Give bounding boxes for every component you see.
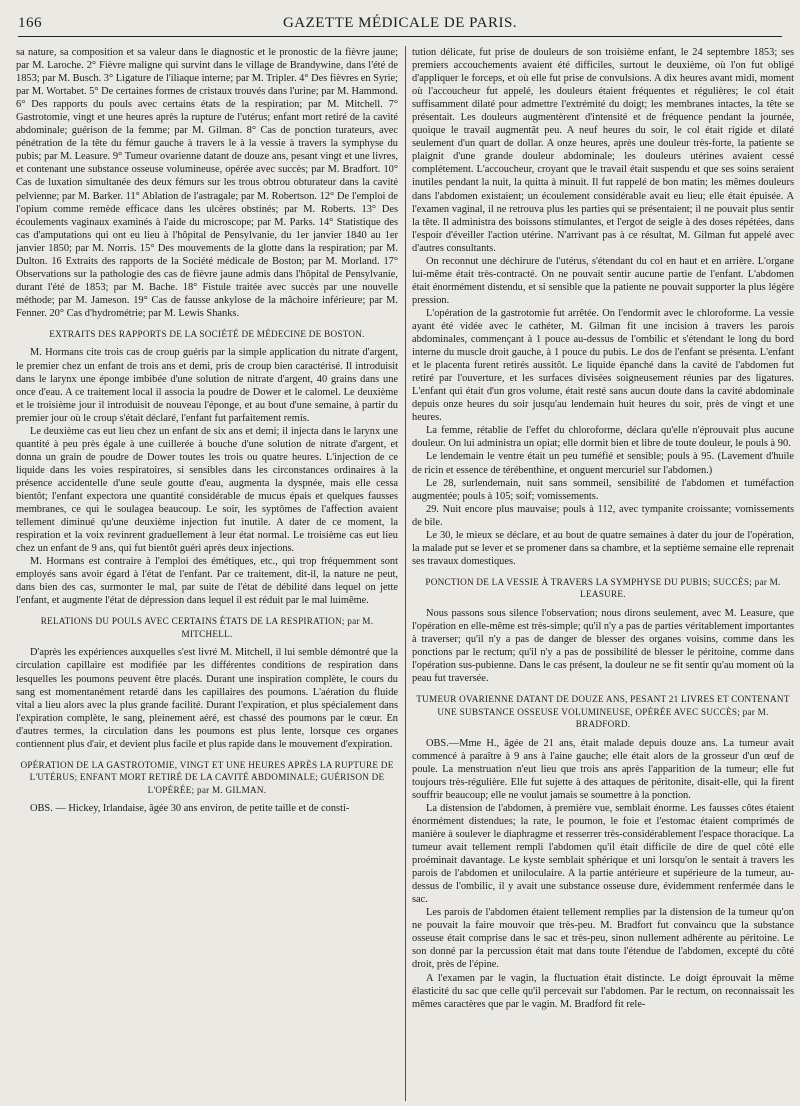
article-paragraph: sa nature, sa composition et sa valeur dans le diagnostic et le pronostic de la fièvre jaune; par M. Laroche. 2° Fièvre maligne qui survint dans le village de Brandywine, dans l'été de 1853; par M. Busch. 3° Ligature de l'iliaque interne; par M. Tripler. 4° Des fièvres en Syrie; par M. Wortabet. 5° De certaines formes de cristaux trouvés dans l'urine; par M. Hammond. 6° Des rapports du pouls avec certains états de la respiration; par M. Mitchell. 7° Gastrotomie, vingt et une heures après la rupture de l'utérus; enfant mort retiré de la cavité abdominale; guérison de la femme; par M. Gilman. 8° Cas de ponction turateurs, avec pénétration de la tête du fémur gauche à travers le à la vessie à travers la symphyse du pubis; par M. Leasure. 9° Tumeur ovarienne datant de douze ans, pesant vingt et une livres, et contenant une substance osseuse volumineuse, opérée avec succès; par M. Bradfort. 10° Cas de luxation simultanée des deux fémurs sur les trous obtrou obturateur dans la cavité pelvienne; par M. Barker. 11° Ablation de l'astragale; par M. Robertson. 12° De l'emploi de l'opium comme remède efficace dans les ulcères obstinés; par M. Roberts. 13° Des écoulements vaginaux examinés à l'aide du microscope; par M. Parks. 14° Statistique des cas d'amputations qui ont eu lieu à l'hôpital de Pensylvanie, du 1er janvier 1840 au 1er janvier 1850; par M. Norris. 15° Des mouvements de la glotte dans la respiration; par M. Dulton. 16 Extraits des rapports de la Société médicale de Boston; par M. Morland. 17° Observations sur la pathologie des cas de fièvre jaune admis dans l'hôpital de Pensylvanie, durant l'été de 1853; par M. Bache. 18° Fistule traitée avec succès par une nouvelle méthode; par M. Jameson. 19° Cas de fausse ankylose de la mâchoire inférieure; par M. Fenner. 20° Cas d'hydrométrie; par M. Lewis Shanks.: [16, 47, 398, 319]
article-paragraph: D'après les expériences auxquelles s'est livré M. Mitchell, il lui semble démontré que la circulation capillaire est modifiée par les différentes conditions de respiration dans lesquelles les poumons peuvent être placés. Durant une inspiration complète, le cours du sang est momentanément retardé dans les capillaires des poumons. L'aération du fluide vital a lieu alors avec la plus grande facilité. Durant l'expiration, et plus spécialement dans l'expiration complète, le sang, pleinement aéré, est chassé des poumons par le cœur. En d'autres termes, la circulation dans les poumons est plus lente, lorsque ces organes contiennent plus d'air, et devient plus facile et plus rapide dans le mouvement d'expiration.: [16, 647, 398, 750]
article-paragraph: OBS.—Mme H., âgée de 21 ans, était malade depuis douze ans. La tumeur avait commencé à paraître à 9 ans à l'aine gauche; elle était alors de la grosseur d'un œuf de poule. La menstruation n'eut lieu que trois ans après l'apparition de la tumeur; elle fut toujours très-régulière. Elle fut sujette à des attaques de péritonite, disait-elle, qui la firent souffrir beaucoup; elle ne voulut jamais se soumettre à la ponction.: [412, 737, 794, 801]
article-paragraph: Le lendemain le ventre était un peu tuméfié et sensible; pouls à 95. (Lavement d'huile de ricin et essence de térébenthine, et onguent mercuriel sur l'abdomen.): [412, 451, 794, 476]
article-paragraph: La femme, rétablie de l'effet du chloroforme, déclara qu'elle n'éprouvait plus aucune douleur. On lui administra un opiat; elle dormit bien et libre de toute douleur, le pouls à 90.: [412, 425, 794, 450]
article-paragraph: Les parois de l'abdomen étaient tellement remplies par la distension de la tumeur qu'on ne pouvait la faire mouvoir que très-peu. M. Bradfort fut convaincu que la substance osseuse était comprise dans le sac et très-peu, sinon nullement adhérente au péritoine. Le son donné par la percussion était mat dans toute l'étendue de l'abdomen, excepté du côté droit, près de l'épine.: [412, 907, 794, 971]
article-paragraph: Le 28, surlendemain, nuit sans sommeil, sensibilité de l'abdomen et tuméfaction augmentée; pouls à 105; soif; vomissements.: [412, 477, 794, 502]
article-paragraph: M. Hormans est contraire à l'emploi des émétiques, etc., qui trop fréquemment sont employés sans avoir égard à l'état de l'enfant. Par ce traitement, dit-il, la nature ne peut, dans bien des cas, surmonter le mal, par suite de l'état de débilité dans lequel on jette l'enfant, et augmente l'état de dépression dans lequel il est réduit par le mal luimême.: [16, 556, 398, 607]
article-paragraph: Le 30, le mieux se déclare, et au bout de quatre semaines à dater du jour de l'opération, la malade put se lever et se promener dans sa chambre, et la septième semaine elle reprenait ses travaux domestiques.: [412, 529, 794, 567]
column-divider: [405, 46, 406, 1101]
article-paragraph: OBS. — Hickey, Irlandaise, âgée 30 ans environ, de petite taille et de consti-: [30, 803, 350, 815]
article-heading: TUMEUR OVARIENNE DATANT DE DOUZE ANS, PESANT 21 LIVRES ET CONTENANT UNE SUBSTANCE OSSEUSE VOLUMINEUSE, OPÉRÉE AVEC SUCCÈS; par M. BRADFORD.: [416, 694, 790, 730]
article-paragraph: L'opération de la gastrotomie fut arrêtée. On l'endormit avec le chloroforme. La vessie ayant été vidée avec le cathéter, M. Gilman fit une incision à travers les parois abdominales, commençant à 1 pouce au-dessus de l'ombilic et s'étendant le long du bord interne du muscle droit gauche, à 1 pouce du pubis. Le dos de l'enfant se présenta. L'enfant et le placenta furent retirés aussitôt. Le liquide épanché dans la cavité de l'abdomen fut retiré par l'ouverture, et les surfaces divisées soigneusement réunies par des ligatures. L'enfant qui était d'un gros volume, était resté sans aucun doute dans la cavité abdominale depuis onze heures du soir jusqu'au lendemain huit heures du soir, près de vingt et une heures.: [412, 307, 794, 424]
article-paragraph: tution délicate, fut prise de douleurs de son troisième enfant, le 24 septembre 1853; ses premiers accouchements avaient été difficiles, surtout le deuxième, où l'on fut obligé d'appliquer le forceps, et où elle fut prise de convulsions. A dix heures avant midi, moment où l'accoucheur fut appelé, les douleurs étaient fréquentes et régulières; le col était suffisamment dilaté pour admettre l'extrémité du doigt; les membranes intactes, la tête se présentait. Les douleurs augmentèrent d'intensité et de fréquence pendant la journée, quoique le travail augmentât peu. A neuf heures du soir, le col était rigide et dilaté seulement d'un quart de dollar. A onze heures, après une douleur très-forte, la patiente se plaignit d'une grande douleur abdominale; les douleurs utérines avaient cessé complétement. L'accoucheur, croyant que le travail était suspendu et que ses soins seraient inutiles pendant la nuit, la quitta à minuit. Il fut rappelé de bon matin; les mêmes douleurs dans l'abdomen existaient; un écoulement considérable avait eu lieu; elle était épuisée. A l'examen vaginal, il ne retrouva plus les parties qui se présentaient; il ne pouvait plus sentir la tête. Il administra des boissons stimulantes, et l'ergot de seigle à des doses répétées, dans l'espoir d'éveiller l'action utérine. N'arrivant pas à ce résultat, M. Gilman fut appelé avec d'autres consultants.: [412, 47, 794, 254]
article-paragraph: La distension de l'abdomen, à première vue, semblait énorme. Les fausses côtes étaient énormément distendues; la rate, le poumon, le foie et l'estomac étaient comprimés de manière à soulever le diaphragme et resserrer très-considérablement l'espace thoracique. La tumeur avait tellement rempli l'abdomen qu'il était difficile de dire de quel côté elle proéminait davantage. Le kyste semblait sphérique et uni lorsqu'on le sentait à travers les parois de l'abdomen et uniloculaire. A la partie antérieure et supérieure de la tumeur, au-dessus de l'ombilic, il y avait une substance osseuse dure, évidemment renfermée dans le sac.: [412, 802, 794, 906]
right-column: [412, 46, 794, 1101]
page-number: 166: [18, 15, 42, 31]
article-paragraph: Nous passons sous silence l'observation; nous dirons seulement, avec M. Leasure, que l'opération en elle-même est très-simple; qu'il n'y a pas de parties véritablement importantes à traverser; qu'il n'y a pas de danger de blesser des organes voisins, comme dans les ponctions par le rectum; qu'il n'y a pas de possibilité de blesser le péritoine, comme dans l'opération sus-pubienne. Dans le cas présent, la douleur ne se fit sentir qu'au moment où la peau fut traversée.: [412, 607, 794, 685]
left-column: [16, 46, 398, 1101]
journal-title: GAZETTE MÉDICALE DE PARIS.: [282, 15, 518, 31]
page-header: [18, 14, 782, 37]
article-paragraph: Le deuxième cas eut lieu chez un enfant de six ans et demi; il injecta dans le larynx une quantité à peu près égale à une cuillerée à bouche d'une solution de nitrate d'argent, et donna un grain de poudre de Dower toutes les trois ou quatre heures. L'injection de ce liquide dans les voies respiratoires, si sensibles dans les circonstances ordinaires à la présence accidentelle d'une seule goutte d'eau, augmenta la dyspnée, mais elle cessa bientôt; l'enfant expectora une quantité considérable de mucus épais et quelques fausses membranes, ce qui le soulagea beaucoup. Le soir, les syptômes de l'affection avaient tellement diminué qu'une deuxième injection fut inutile. A dater de ce moment, la respiration et la voix revinrent graduellement à leur état normal. Le troisième cas eut lieu chez un enfant de 9 ans, qui fut bientôt guéri après deux injections.: [16, 425, 398, 555]
article-paragraph: On reconnut une déchirure de l'utérus, s'étendant du col en haut et en arrière. L'organe lui-même était très-contracté. On ne pouvait sentir aucune partie de l'enfant. L'abdomen était énormément distendu, et si sensible que la patiente ne pouvait supporter la plus légère pression.: [412, 255, 794, 306]
article-paragraph: A l'examen par le vagin, la fluctuation était distincte. Le doigt éprouvait la même élasticité du sac que celle qu'il percevait sur l'abdomen. Par le rectum, on reconnaissait les mêmes caractères que par le vagin. M. Bradford fit rele-: [412, 972, 794, 1010]
article-heading: PONCTION DE LA VESSIE À TRAVERS LA SYMPHYSE DU PUBIS; SUCCÈS; par M. LEASURE.: [425, 576, 781, 600]
article-paragraph: M. Hormans cite trois cas de croup guéris par la simple application du nitrate d'argent, le premier chez un enfant de trois ans et demi, pris de croup bien caractérisé. Il introduisit dans le larynx une éponge imbibée d'une solution de nitrate d'argent, 40 grains dans une once d'eau. A ce traitement local il associa la poudre de Dower et le calomel. Le deuxième et le troisième jour il introduisit de nouveau l'éponge, et au bout d'une semaine, à partir du premier jour où le croup s'était déclaré, l'enfant fut parfaitement remis.: [16, 347, 398, 424]
article-heading: OPÉRATION DE LA GASTROTOMIE, VINGT ET UNE HEURES APRÈS LA RUPTURE DE L'UTÉRUS; ENFANT MORT RETIRÉ DE LA CAVITÉ ABDOMINALE; GUÉRISON DE L'OPÉRÉE; par M. GILMAN.: [20, 759, 394, 795]
article-heading: EXTRAITS DES RAPPORTS DE LA SOCIÉTÉ DE MÉDECINE DE BOSTON.: [49, 328, 365, 339]
article-heading: RELATIONS DU POULS AVEC CERTAINS ÉTATS DE LA RESPIRATION; par M. MITCHELL.: [40, 616, 374, 639]
article-paragraph: 29. Nuit encore plus mauvaise; pouls à 112, avec tympanite croissante; vomissements de bile.: [412, 503, 794, 528]
